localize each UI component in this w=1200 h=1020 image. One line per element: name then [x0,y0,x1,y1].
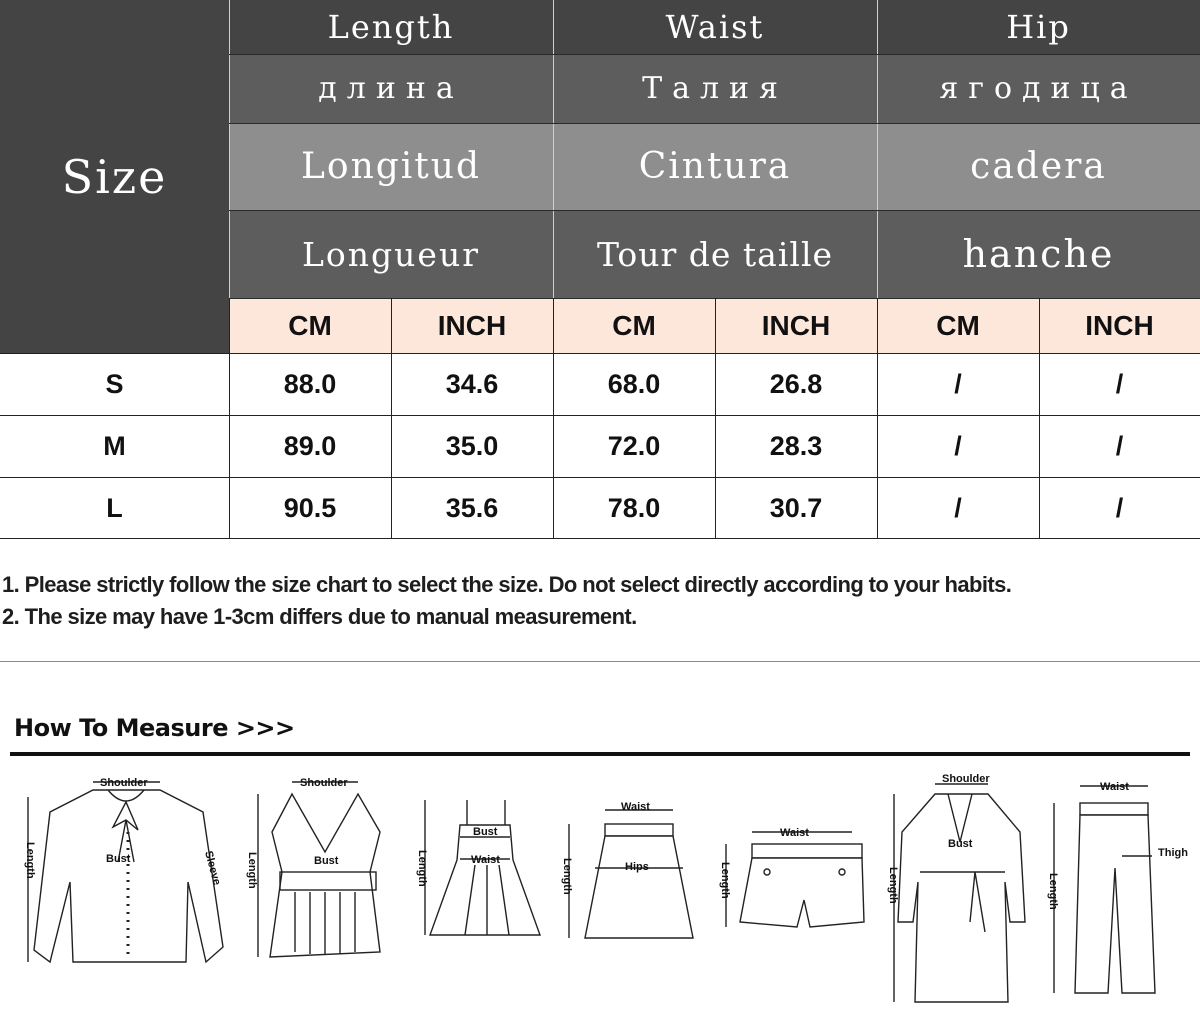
col-length-en: Length [229,0,553,54]
unit-hip-inch: INCH [1039,298,1200,353]
svg-text:Length: Length [1047,873,1059,910]
cell-l-length-cm: 90.5 [283,492,337,523]
cell-s-waist-inch: 26.8 [769,368,823,399]
col-waist-ru: Талия [553,54,877,123]
sleeve-label-svg [198,849,223,932]
cell-m-length-cm: 89.0 [283,430,337,461]
cell-l-length-inch: 35.6 [445,492,499,523]
grid-line [877,0,878,298]
cell-l-waist-inch: 30.7 [769,492,823,523]
col-length-es: Longitud [229,123,553,210]
how-to-measure-title: How To Measure >>> [14,714,295,742]
grid-line [229,123,1200,124]
bust-label: Bust [948,838,973,850]
grid-line [0,477,1200,478]
grid-line [229,298,230,539]
col-waist-es: Cintura [553,123,877,210]
grid-line [0,538,1200,539]
unit-length-inch: INCH [391,298,553,353]
waist-label: Waist [621,801,650,813]
shoulder-label: Shoulder [942,773,990,785]
cell-l-waist-cm: 78.0 [607,492,661,523]
bust-label: Bust [473,826,498,838]
svg-text:Length: Length [416,850,428,887]
cell-l-hip-inch: / [1115,492,1124,523]
cell-m-hip-cm: / [954,430,962,461]
waist-label: Waist [780,827,809,839]
coat-diagram [880,772,1035,1017]
grid-line [391,298,392,539]
unit-waist-cm: CM [553,298,715,353]
cell-s-hip-cm: / [954,368,962,399]
cell-m-length-inch: 35.0 [445,430,499,461]
length-label-svg [715,862,735,942]
cell-m-waist-inch: 28.3 [769,430,823,461]
svg-text:Sleeve: Sleeve [202,849,223,887]
note-1: 1. Please strictly follow the size chart to select the size. Do not select directly according to your habits. [2,572,1012,597]
grid-line [877,298,878,539]
svg-text:Length: Length [887,867,899,904]
hips-label: Hips [625,861,649,873]
vest-top-diagram [240,772,390,972]
trousers-diagram [1040,778,1195,1013]
row-size-l: L [106,492,123,523]
grid-line [229,0,230,298]
waist-label: Waist [471,854,500,866]
cell-s-waist-cm: 68.0 [607,368,661,399]
col-hip-ru: ягодица [877,54,1200,123]
svg-text:Length: Length [246,852,258,889]
col-waist-en: Waist [553,0,877,54]
bust-label: Bust [106,853,131,865]
skirt-diagram [555,798,695,953]
bust-label: Bust [314,855,339,867]
grid-line [1039,298,1040,539]
size-header: Size [0,0,229,353]
shoulder-label: Shoulder [300,777,348,789]
grid-line [229,54,1200,55]
how-to-measure-underline [10,752,1190,756]
grid-line [553,0,554,298]
col-hip-es: cadera [877,123,1200,210]
shoulder-label: Shoulder [100,777,148,789]
waist-label: Waist [1100,781,1129,793]
grid-line [715,298,716,539]
cell-s-length-cm: 88.0 [283,368,337,399]
col-waist-fr: Tour de taille [553,210,877,298]
col-length-fr: Longueur [229,210,553,298]
unit-waist-inch: INCH [715,298,877,353]
shorts-diagram [712,822,872,947]
blouse-diagram [18,772,233,982]
cell-s-length-inch: 34.6 [445,368,499,399]
cell-s-hip-inch: / [1115,368,1124,399]
unit-hip-cm: CM [877,298,1039,353]
length-label-svg [242,852,262,932]
col-hip-en: Hip [877,0,1200,54]
grid-line [229,210,1200,211]
length-label-svg [557,858,577,938]
note-2: 2. The size may have 1-3cm differs due to manual measurement. [2,604,637,629]
grid-line [0,415,1200,416]
grid-line [0,353,1200,354]
grid-line [553,298,554,539]
col-length-ru: длина [229,54,553,123]
dress-diagram [405,795,545,960]
cell-m-waist-cm: 72.0 [607,430,661,461]
length-label-svg [1043,873,1063,953]
svg-text:Length: Length [561,858,573,895]
length-label-svg [412,850,432,930]
col-hip-fr: hanche [877,210,1200,298]
thigh-label: Thigh [1158,847,1188,859]
cell-m-hip-inch: / [1115,430,1124,461]
unit-length-cm: CM [229,298,391,353]
length-label-svg [883,867,903,947]
svg-text:Length: Length [24,842,36,879]
row-size-m: M [103,430,126,461]
section-divider [0,661,1200,662]
row-size-s: S [105,368,124,399]
svg-text:Length: Length [719,862,731,899]
cell-l-hip-cm: / [954,492,962,523]
length-label-svg [20,842,40,922]
